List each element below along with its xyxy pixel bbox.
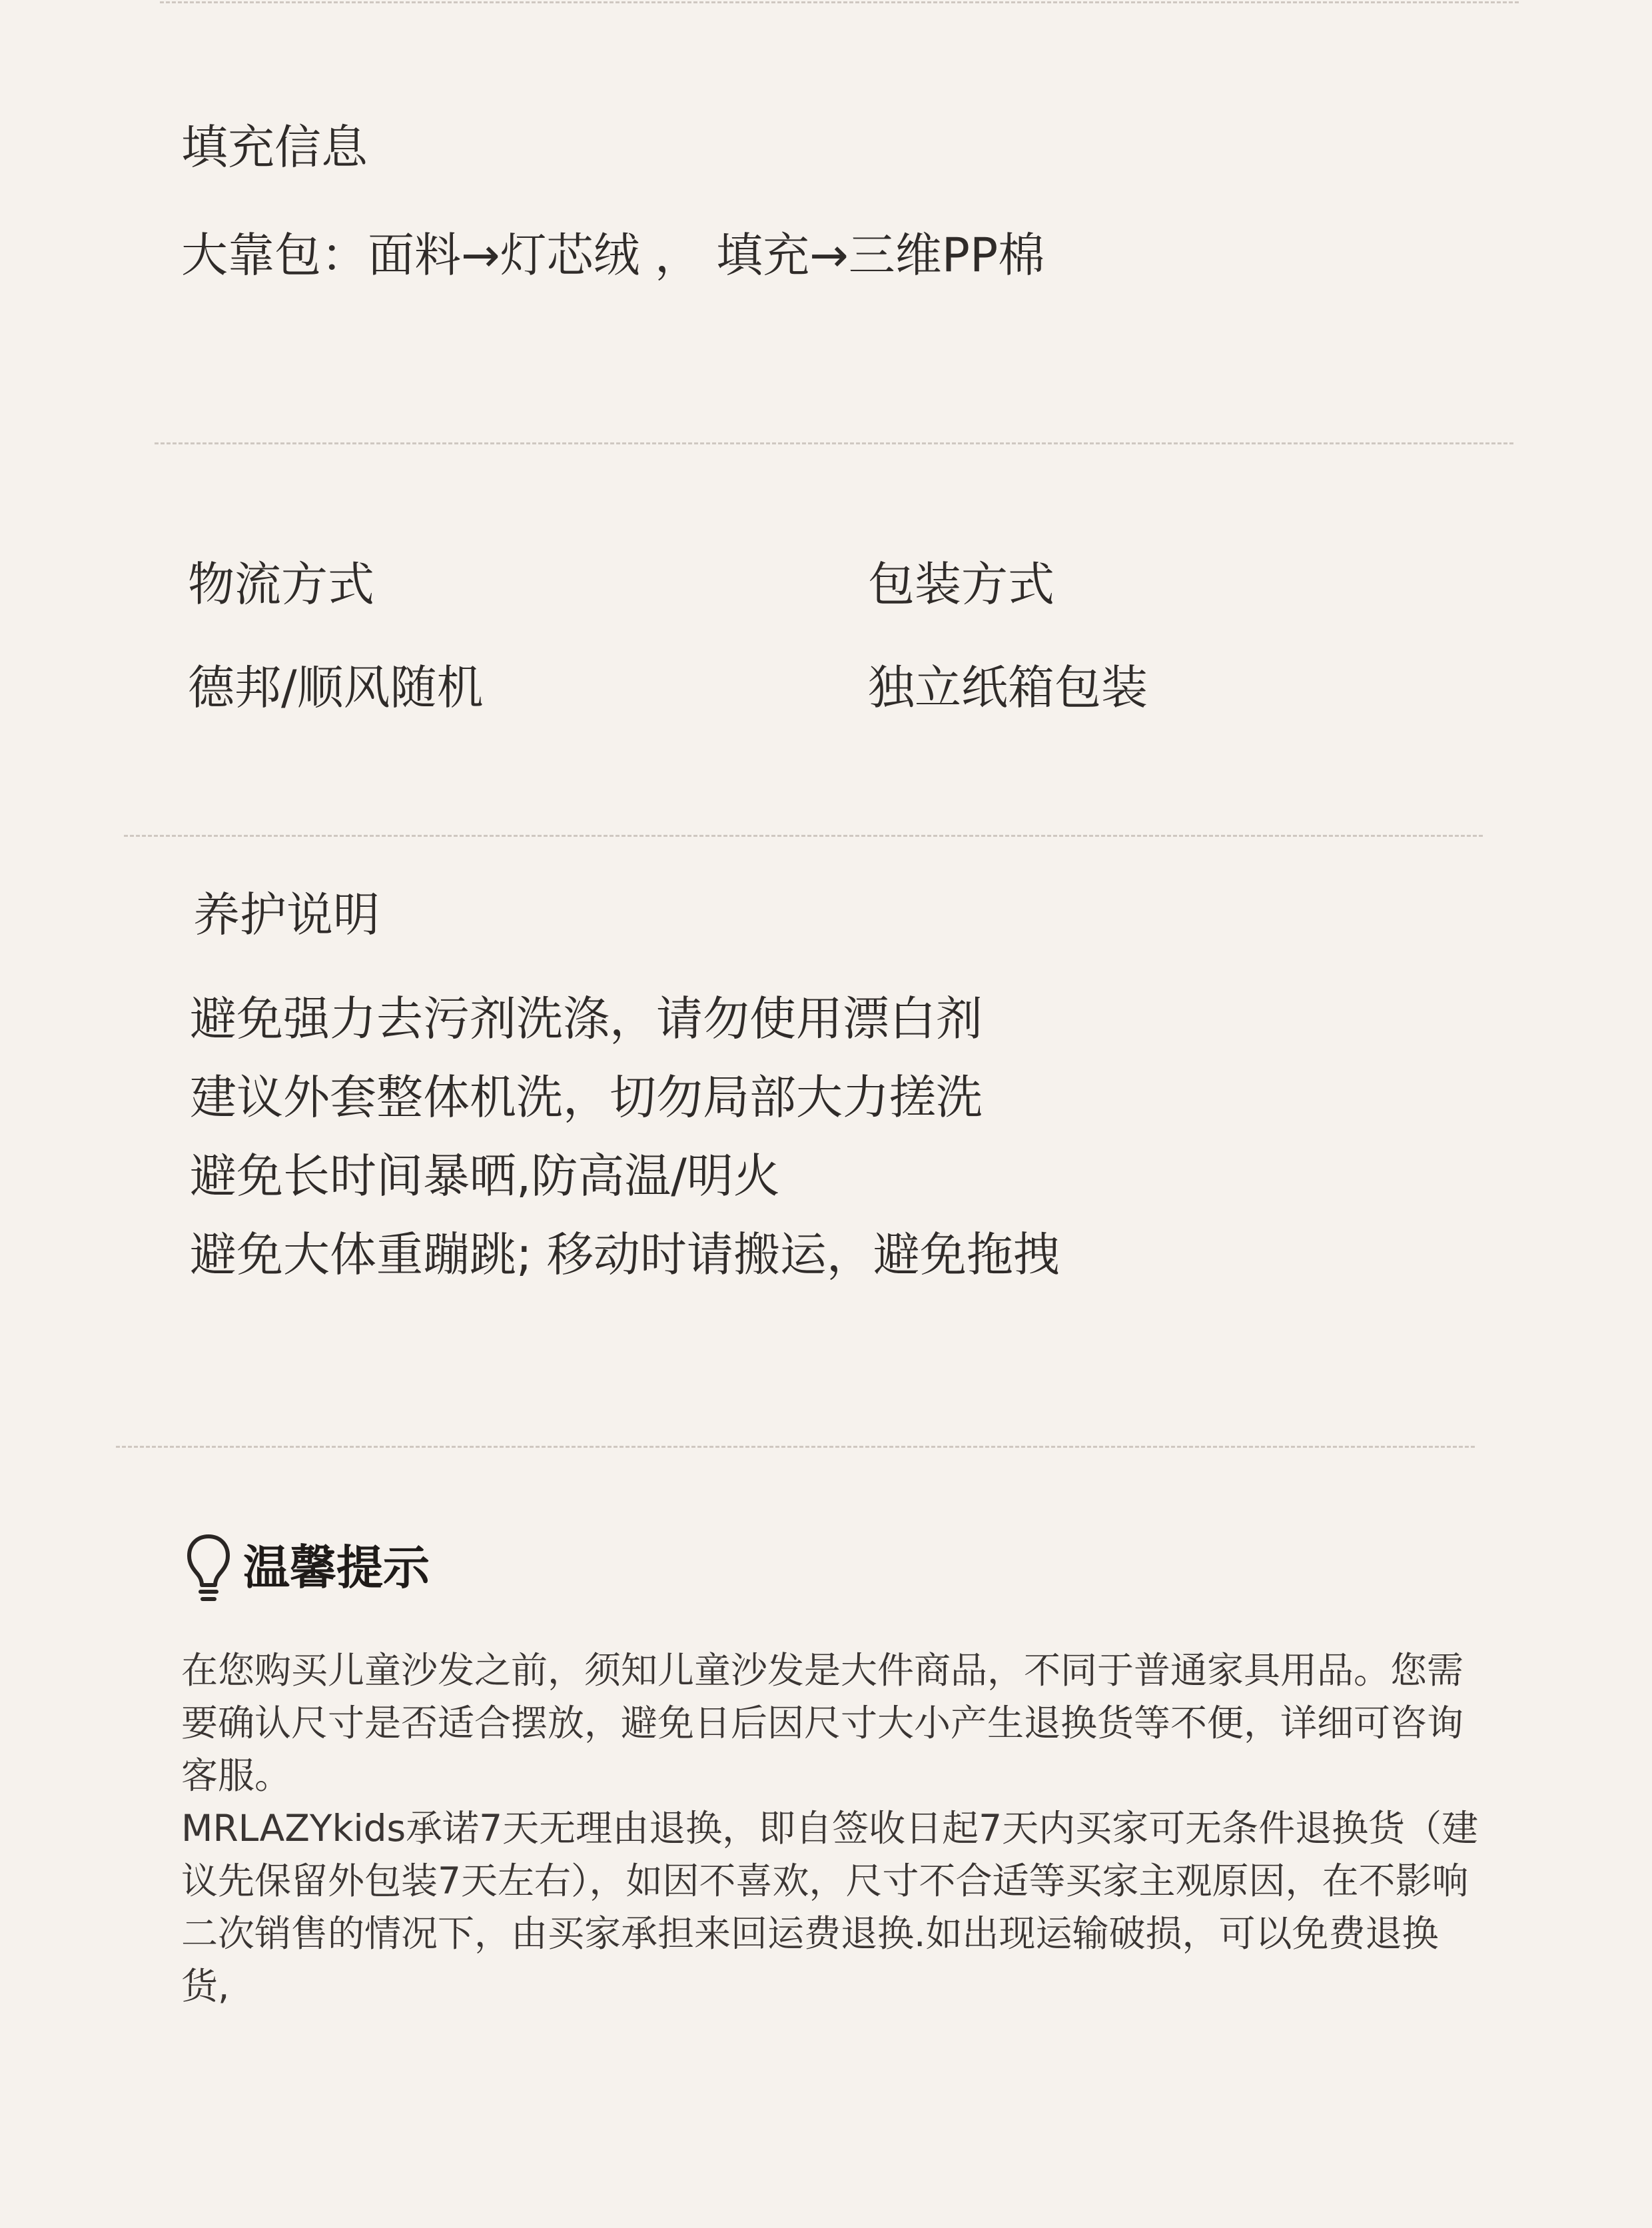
tips-title: 温馨提示 [243, 1540, 430, 1595]
divider-3 [116, 1446, 1475, 1448]
tips-paragraph-2: MRLAZYkids承诺7天无理由退换，即自签收日起7天内买家可无条件退换货（建议先保留外包装7天左右），如因不喜欢，尺寸不合适等买家主观原因，在不影响二次销售的情况下，由买家承担来回运费退换.如出现运输破损，可以免费退换货, [181, 1807, 1479, 2007]
divider-2 [124, 835, 1483, 837]
packaging-value: 独立纸箱包装 [868, 660, 1148, 715]
care-line: 避免大体重蹦跳; 移动时请搬运，避免拖拽 [190, 1227, 1060, 1282]
filling-label: 填充信息 [181, 120, 368, 175]
divider-top [160, 1, 1519, 3]
tips-paragraph-1: 在您购买儿童沙发之前，须知儿童沙发是大件商品，不同于普通家具用品。您需要确认尺寸是否适合摆放，避免日后因尺寸大小产生退换货等不便，详细可咨询客服。 [181, 1649, 1464, 1797]
care-label: 养护说明 [193, 887, 380, 942]
logistics-label: 物流方式 [188, 557, 374, 612]
care-line: 避免强力去污剂洗涤，请勿使用漂白剂 [190, 991, 983, 1046]
filling-value: 大靠包：面料→灯芯绒 ， 填充→三维PP棉 [181, 228, 1045, 282]
packaging-label: 包装方式 [868, 557, 1054, 612]
care-line: 避免长时间暴晒,防高温/明火 [190, 1149, 780, 1203]
divider-1 [155, 442, 1513, 444]
care-line: 建议外套整体机洗，切勿局部大力搓洗 [190, 1070, 983, 1125]
logistics-value: 德邦/顺风随机 [188, 660, 484, 715]
lightbulb-icon [185, 1532, 232, 1606]
